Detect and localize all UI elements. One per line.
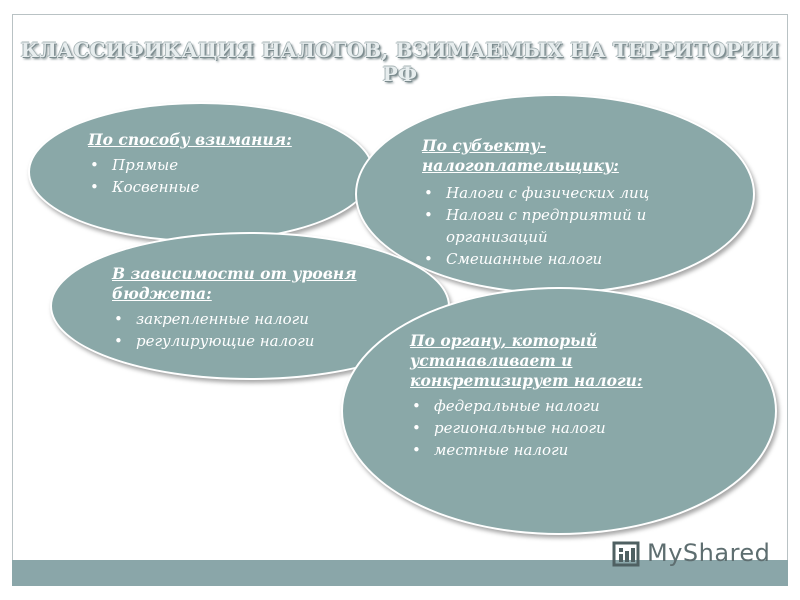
logo-text: MyShared [647, 539, 771, 567]
block-list [422, 182, 722, 270]
block-list [410, 395, 720, 461]
list-item: • местные налоги [410, 439, 720, 461]
myshared-logo [607, 538, 771, 572]
list-item: • федеральные налоги [410, 395, 720, 417]
block-heading: В зависимости от уровня бюджета: [112, 264, 357, 303]
list-item: • Смешанные налоги [422, 248, 722, 270]
list-item: • Прямые [88, 154, 338, 176]
list-item: • регулирующие налоги [112, 330, 392, 352]
block-taxpayer-subject [422, 136, 722, 270]
block-collection-method [88, 130, 338, 198]
list-item: • Налоги с предприятий и организаций [422, 204, 722, 248]
block-list [88, 154, 338, 198]
block-heading: По способу взимания: [88, 130, 292, 149]
list-item: • региональные налоги [410, 417, 720, 439]
block-heading: По субъекту-налогоплательщику: [422, 136, 619, 175]
myshared-logo-icon [611, 540, 641, 570]
list-item: • Косвенные [88, 176, 338, 198]
block-authority [410, 331, 720, 461]
slide-title: КЛАССИФИКАЦИЯ НАЛОГОВ, ВЗИМАЕМЫХ НА ТЕРРИТОРИИ РФ [20, 38, 780, 86]
list-item: • закрепленные налоги [112, 308, 392, 330]
block-list [112, 308, 392, 352]
list-item: • Налоги с физических лиц [422, 182, 722, 204]
block-heading: По органу, который устанавливает и конкретизирует налоги: [410, 331, 643, 390]
block-budget-level [112, 264, 392, 352]
